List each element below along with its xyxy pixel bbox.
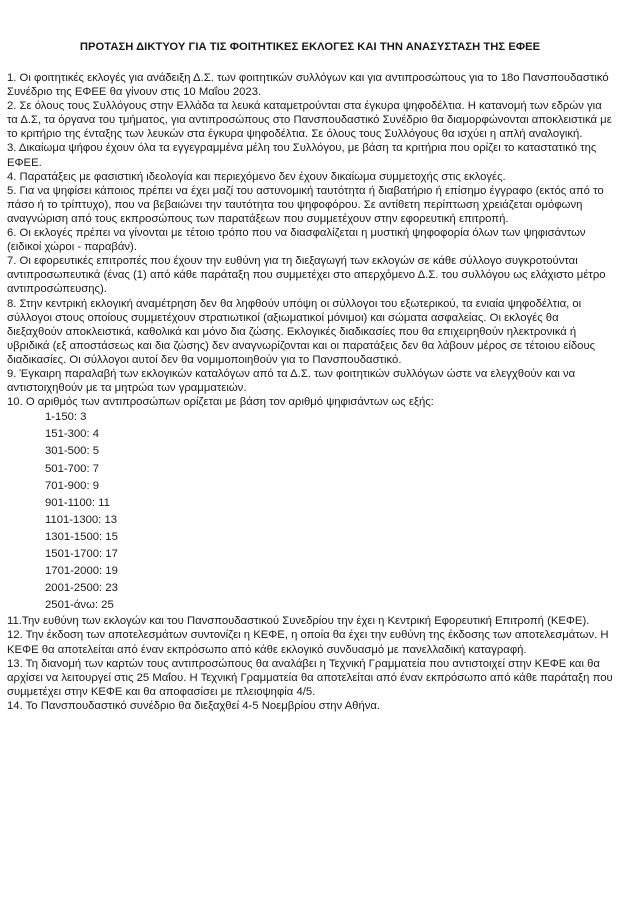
paragraph-9: 9. Έγκαιρη παραλαβή των εκλογικών καταλόγων από τα Δ.Σ. των φοιτητικών συλλόγων ώστε να ελεγχθούν και να αντιστοιχηθούν με τα μητρώα των γραμματειών. [7,367,576,395]
delegate-tier-list [7,409,613,614]
paragraph-2: 2. Σε όλους τους Συλλόγους στην Ελλάδα τα λευκά καταμετρούνται στα έγκυρα ψηφοδέλτια. Η κατανομή των εδρών για τα Δ.Σ, τα όργανα του τμήματος, για αντιπροσώπους στο Πανσπουδαστικό Συνέδριο θα διαμορφώνονται αποκλειστικά με το κριτήριο της ένταξης των λευκών στα έγκυρα ψηφοδέλτια. Σε όλους τους Συλλόγους θα ισχύει η απλή αναλογική. [7,100,612,141]
delegate-tier: 1501-1700: 17 [45,548,118,560]
delegate-tier: 2501-άνω: 25 [45,599,114,612]
delegate-tier: 901-1100: 11 [45,496,110,509]
paragraph-12: 12. Την έκδοση των αποτελεσμάτων συντονίζει η ΚΕΦΕ, η οποία θα έχει την ευθύνη της έκδοσης των αποτελεσμάτων. Η ΚΕΦΕ θα αποτελείται από έναν εκπρόσωπο από κάθε εκλογικό συνδυασμό με πανελλαδική καταγραφή. [7,629,609,656]
delegate-tier: 301-500: 5 [45,445,100,458]
document-title: ΠΡΟΤΑΣΗ ΔΙΚΤΥΟΥ ΓΙΑ ΤΙΣ ΦΟΙΤΗΤΙΚΕΣ ΕΚΛΟΓΕΣ ΚΑΙ ΤΗΝ ΑΝΑΣΥΣΤΑΣΗ ΤΗΣ ΕΦΕΕ [79,41,541,53]
paragraph-3: 3. Δικαίωμα ψήφου έχουν όλα τα εγγεγραμμένα μέλη του Συλλόγου, με βάση τα κριτήρια που ορίζει το καταστατικό της ΕΦΕΕ. [7,142,597,169]
paragraph-11: 11.Την ευθύνη των εκλογών και του Πανσπουδαστικού Συνεδρίου την έχει η Κεντρική Εφορευτική Επιτροπή (ΚΕΦΕ). [7,615,590,628]
delegate-tier: 1-150: 3 [45,411,87,424]
delegate-tier: 1701-2000: 19 [45,565,118,578]
delegate-tier: 1101-1300: 13 [45,513,118,526]
document-body [7,71,613,713]
delegate-tier: 501-700: 7 [45,462,100,475]
paragraph-5: 5. Για να ψηφίσει κάποιος πρέπει να έχει μαζί του αστυνομική ταυτότητα ή διαβατήριο ή επίσημο έγγραφο (εκτός από το πάσο ή το τρίπτυχο), που να βεβαιώνει την ταυτότητα του ψηφοφόρου. Σε αντίθετη περίπτωση χρειάζεται ομόφωνη αναγνώριση από τους εκπροσώπους των παρατάξεων που συμμετέχουν στην εφορευτική επιτροπή. [7,184,604,225]
paragraph-7: 7. Οι εφορευτικές επιτροπές που έχουν την ευθύνη για τη διεξαγωγή των εκλογών σε κάθε σύλλογο συγκροτούνται αντιπροσωπευτικά (ένας (1) από κάθε παράταξη που συμμετέχει στο απερχόμενο Δ.Σ. του συλλόγου ως ελάχιστο μέτρο αντιπροσώπευσης). [7,255,606,296]
paragraph-6: 6. Οι εκλογές πρέπει να γίνονται με τέτοιο τρόπο που να διασφαλίζεται η μυστική ψηφοφορία όλων των ψηφισάντων (ειδικοί χώροι - παραβάν). [7,227,586,254]
paragraph-10: 10. Ο αριθμός των αντιπροσώπων ορίζεται με βάση τον αριθμό ψηφισάντων ως εξής: [7,396,434,409]
delegate-tier: 151-300: 4 [45,428,100,441]
paragraph-4: 4. Παρατάξεις με φασιστική ιδεολογία και περιεχόμενο δεν έχουν δικαίωμα συμμετοχής στις εκλογές. [7,170,506,183]
paragraph-13: 13. Τη διανομή των καρτών τους αντιπροσώπους θα αναλάβει η Τεχνική Γραμματεία που αντιστοιχεί στην ΚΕΦΕ και θα αρχίσει να λειτουργεί στις 25 Μαΐου. Η Τεχνική Γραμματεία θα αποτελείται από έναν εκπρόσωπο από κάθε παράταξη που συμμετέχει στην ΚΕΦΕ και θα αποφασίσει με πλειοψηφία 4/5. [7,657,613,698]
delegate-tier: 701-900: 9 [45,479,100,492]
delegate-tier: 2001-2500: 23 [45,582,118,595]
paragraph-1: 1. Οι φοιτητικές εκλογές για ανάδειξη Δ.Σ. των φοιτητικών συλλόγων και για αντιπροσώπους για το 18ο Πανσπουδαστικό Συνέδριο της ΕΦΕΕ θα γίνουν στις 10 Μαΐου 2023. [7,72,609,99]
paragraph-8: 8. Στην κεντρική εκλογική αναμέτρηση δεν θα ληφθούν υπόψη οι σύλλογοι του εξωτερικού, τα ενιαία ψηφοδέλτια, οι σύλλογοι στους οποίους συμμετέχουν στρατιωτικοί (αξιωματικοί μόνιμοι) και σώματα ασφαλείας. Οι εκλογές θα διεξαχθούν αποκλειστικά, καθολικά και μόνο δια ζώσης. Εκλογικές διαδικασίες που θα επιχειρηθούν ηλεκτρονικά ή υβριδικά (εξ αποστάσεως και δια ζώσης) δεν αναγνωρίζονται και οι παρατάξεις δεν θα λάβουν μέρος σε τέτοιου είδους διαδικασίες. Οι σύλλογοι αυτοί δεν θα νομιμοποιηθούν για το Πανσπουδαστικό. [7,297,596,366]
delegate-tier: 1301-1500: 15 [45,530,118,543]
paragraph-14: 14. Το Πανσπουδαστικό συνέδριο θα διεξαχθεί 4-5 Νοεμβρίου στην Αθήνα. [7,699,381,712]
